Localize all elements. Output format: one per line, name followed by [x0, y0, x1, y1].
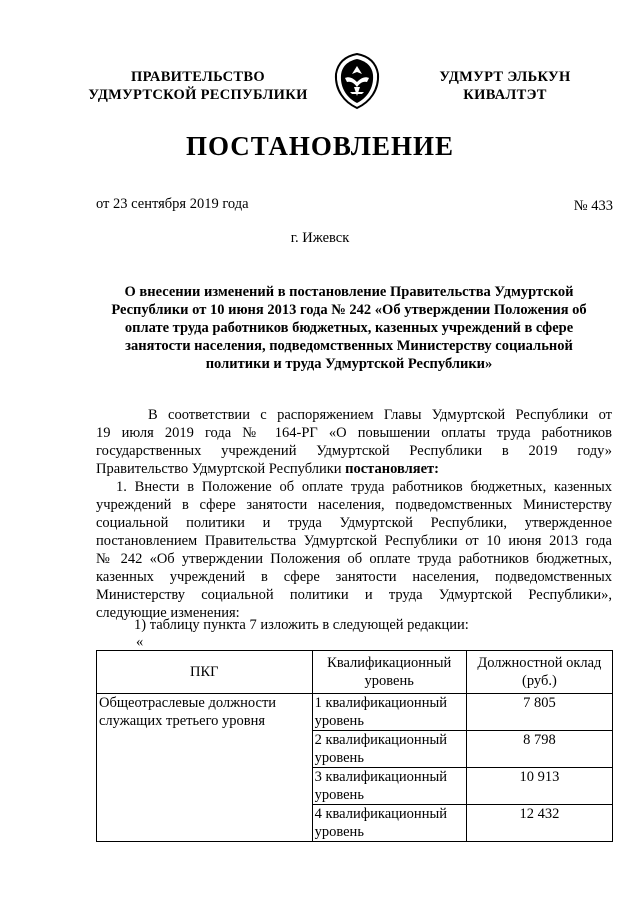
level-cell: 1 квалификационный уровень — [312, 694, 466, 731]
document-subject — [94, 283, 604, 373]
header-left-line: УДМУРТСКОЙ РЕСПУБЛИКИ — [88, 87, 308, 103]
text-line: следующие изменения: — [96, 605, 240, 621]
paragraph-subitem-1 — [96, 616, 612, 634]
salary-cell: 7 805 — [466, 694, 612, 731]
salary-cell: 8 798 — [466, 731, 612, 768]
table-row — [97, 694, 613, 731]
text-line: государственных учреждений Удмуртской Республики в 2019 году» — [96, 443, 612, 459]
salary-table — [96, 650, 613, 842]
document-date: от 23 сентября 2019 года — [96, 196, 249, 212]
subject-line: оплате труда работников бюджетных, казенных учреждений в сфере — [124, 320, 574, 336]
text-line: 1) таблицу пункта 7 изложить в следующей редакции: — [134, 617, 469, 633]
text-line: казенных учреждений в сфере занятости населения, подведомственных — [96, 569, 612, 585]
text-line: В соответствии с распоряжением Главы Удмуртской Республики от — [148, 407, 612, 423]
salary-cell: 12 432 — [466, 805, 612, 842]
text-line: постановлением Правительства Удмуртской Республики от 10 июня 2013 года — [96, 533, 612, 549]
text-line: социальной политики и труда Удмуртской Республики, утвержденное — [96, 515, 612, 531]
text-line: учреждений в сфере занятости населения, подведомственных Министерству — [96, 497, 612, 513]
level-cell: 2 квалификационный уровень — [312, 731, 466, 768]
text-line: 19 июля 2019 года № 164-РГ «О повышении оплаты труда работников — [96, 425, 612, 441]
text-line: 1. Внести в Положение об оплате труда работников бюджетных, казенных — [116, 479, 612, 495]
decree-keyword: постановляет: — [345, 461, 439, 477]
subject-line: О внесении изменений в постановление Правительства Удмуртской — [124, 284, 574, 300]
document-city: г. Ижевск — [290, 230, 350, 246]
text-line — [96, 460, 612, 478]
text-line: Министерству социальной политики и труда Удмуртской Республики», — [96, 587, 612, 603]
coat-of-arms-icon — [332, 52, 382, 110]
level-cell: 3 квалификационный уровень — [312, 768, 466, 805]
header-right — [426, 68, 584, 104]
column-header-level: Квалификационный уровень — [312, 651, 466, 694]
text-fragment: Правительство Удмуртской Республики — [96, 461, 346, 477]
subject-line: Республики от 10 июня 2013 года № 242 «Об утверждении Положения об — [111, 302, 587, 318]
opening-quote: « — [136, 634, 144, 650]
subject-line: занятости населения, подведомственных Министерству социальной — [125, 338, 573, 354]
table-header-row — [97, 651, 613, 694]
salary-cell: 10 913 — [466, 768, 612, 805]
group-cell: Общеотраслевые должности служащих третьего уровня — [97, 694, 313, 842]
paragraph-preamble — [96, 406, 612, 478]
paragraph-item-1 — [96, 478, 612, 622]
text-line: № 242 «Об утверждении Положения об оплате труда работников бюджетных, — [96, 551, 612, 567]
document-title: ПОСТАНОВЛЕНИЕ — [185, 131, 455, 161]
header-right-line: УДМУРТ ЭЛЬКУН — [439, 69, 571, 85]
header-left — [86, 68, 310, 104]
level-cell: 4 квалификационный уровень — [312, 805, 466, 842]
document-number: № 433 — [573, 198, 613, 214]
column-header-salary: Должностной оклад (руб.) — [466, 651, 612, 694]
subject-line: политики и труда Удмуртской Республики» — [205, 356, 493, 372]
header-left-line: ПРАВИТЕЛЬСТВО — [131, 69, 265, 85]
column-header-pkg: ПКГ — [97, 651, 313, 694]
header-right-line: КИВАЛТЭТ — [463, 87, 547, 103]
